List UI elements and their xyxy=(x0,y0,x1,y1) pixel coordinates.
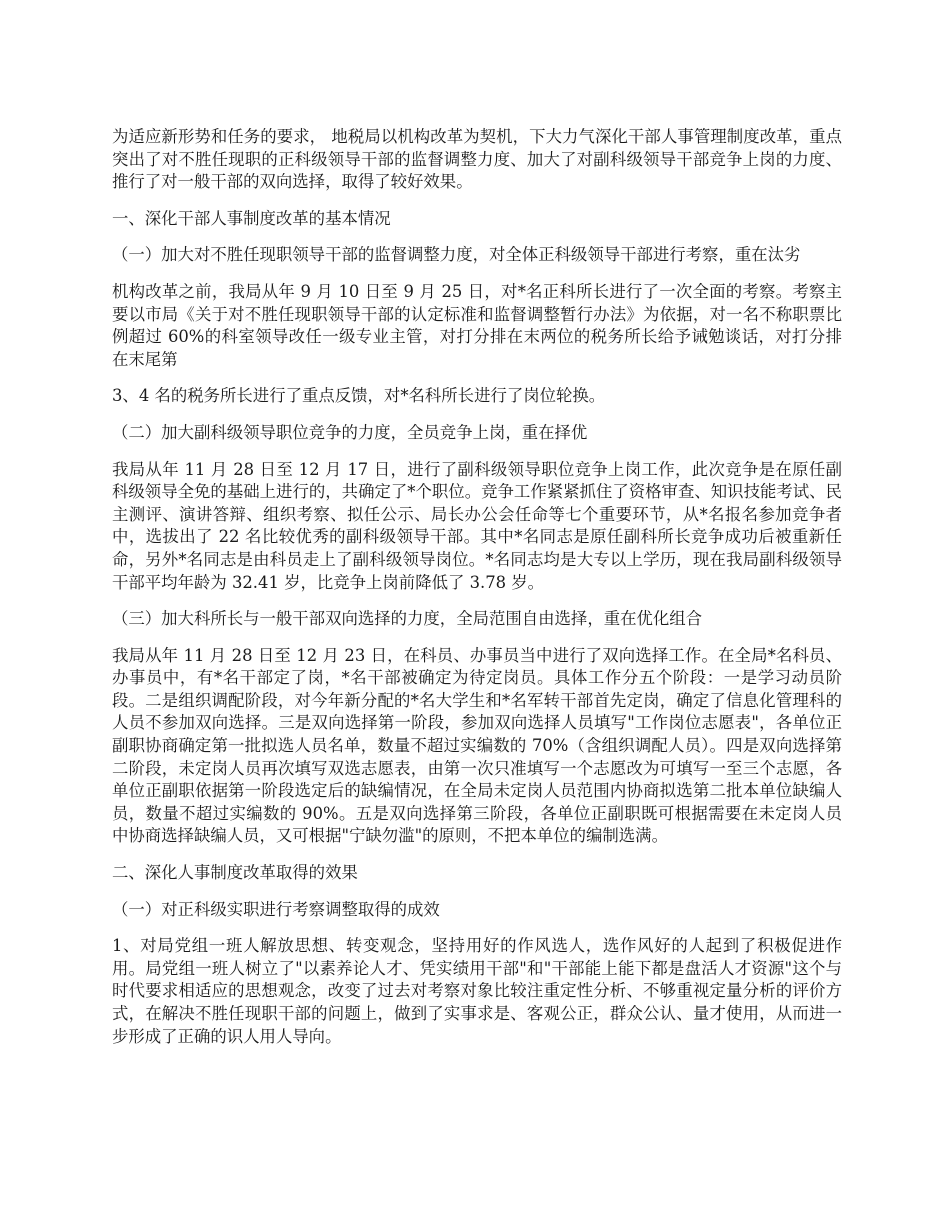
body-paragraph-assessment: 机构改革之前，我局从年 9 月 10 日至 9 月 25 日，对*名正科所长进行了一次全面的考察。考察主要以市局《关于对不胜任现职领导干部的认定标准和监督调整暂行办法》为依据，对一名不称职票比例超过 60%的科室领导改任一级专业主管，对打分排在末两位的税务所长给予诫勉谈话，对打分排在末尾第 xyxy=(112,281,842,369)
subsection-heading-1-3: （三）加大科所长与一般干部双向选择的力度，全局范围自由选择，重在优化组合 xyxy=(112,609,703,629)
intro-paragraph: 为适应新形势和任务的要求， 地税局以机构改革为契机，下大力气深化干部人事管理制度改革，重点突出了对不胜任现职的正科级领导干部的监督调整力度、加大了对副科级领导干部竞争上岗的力度、推行了对一般干部的双向选择，取得了较好效果。 xyxy=(112,127,842,192)
subsection-heading-1-1: （一）加大对不胜任现职领导干部的监督调整力度，对全体正科级领导干部进行考察，重在汰劣 xyxy=(112,245,801,265)
section-heading-2: 二、深化人事制度改革取得的效果 xyxy=(112,863,358,883)
document-body xyxy=(112,126,842,1062)
body-paragraph-rotation: 3、4 名的税务所长进行了重点反馈，对*名科所长进行了岗位轮换。 xyxy=(112,386,606,406)
subsection-heading-2-1: （一）对正科级实职进行考察调整取得的成效 xyxy=(112,899,440,919)
subsection-heading-1-2: （二）加大副科级领导职位竞争的力度，全员竞争上岗，重在择优 xyxy=(112,422,588,442)
section-heading-1: 一、深化干部人事制度改革的基本情况 xyxy=(112,208,391,228)
body-paragraph-competition: 我局从年 11 月 28 日至 12 月 17 日，进行了副科级领导职位竞争上岗工作，此次竞争是在原任副科级领导全免的基础上进行的，共确定了*个职位。竞争工作紧紧抓住了资格审查、知识技能考试、民主测评、演讲答辩、组织考察、拟任公示、局长办公会任命等七个重要环节，从*名报名参加竞争者中，选拔出了 22 名比较优秀的副科级领导干部。其中*名同志是原任副科所长竞争成功后被重新任命，另外*名同志是由科员走上了副科级领导岗位。*名同志均是大专以上学历，现在我局副科级领导干部平均年龄为 32.41 岁，比竞争上岗前降低了 3.78 岁。 xyxy=(112,459,842,592)
body-paragraph-results: 1、对局党组一班人解放思想、转变观念，坚持用好的作风选人，选作风好的人起到了积极促进作用。局党组一班人树立了"以素养论人才、凭实绩用干部"和"干部能上能下都是盘活人才资源"这个与时代要求相适应的思想观念，改变了过去对考察对象比较注重定性分析、不够重视定量分析的评价方式，在解决不胜任现职干部的问题上，做到了实事求是、客观公正，群众公认、量才使用，从而进一步形成了正确的识人用人导向。 xyxy=(112,936,842,1046)
body-paragraph-two-way-selection: 我局从年 11 月 28 日至 12 月 23 日，在科员、办事员当中进行了双向选择工作。在全局*名科员、办事员中，有*名干部定了岗，*名干部被确定为待定岗员。具体工作分五个阶段：一是学习动员阶段。二是组织调配阶段，对今年新分配的*名大学生和*名军转干部首先定岗，确定了信息化管理科的人员不参加双向选择。三是双向选择第一阶段，参加双向选择人员填写"工作岗位志愿表"，各单位正副职协商确定第一批拟选人员名单，数量不超过实编数的 70%（含组织调配人员）。四是双向选择第二阶段，未定岗人员再次填写双选志愿表，由第一次只准填写一个志愿改为可填写一至三个志愿，各单位正副职依据第一阶段选定后的缺编情况，在全局未定岗人员范围内协商拟选第二批本单位缺编人员，数量不超过实编数的 90%。五是双向选择第三阶段，各单位正副职既可根据需要在未定岗人员中协商选择缺编人员，又可根据"宁缺勿滥"的原则，不把本单位的编制选满。 xyxy=(112,645,842,846)
